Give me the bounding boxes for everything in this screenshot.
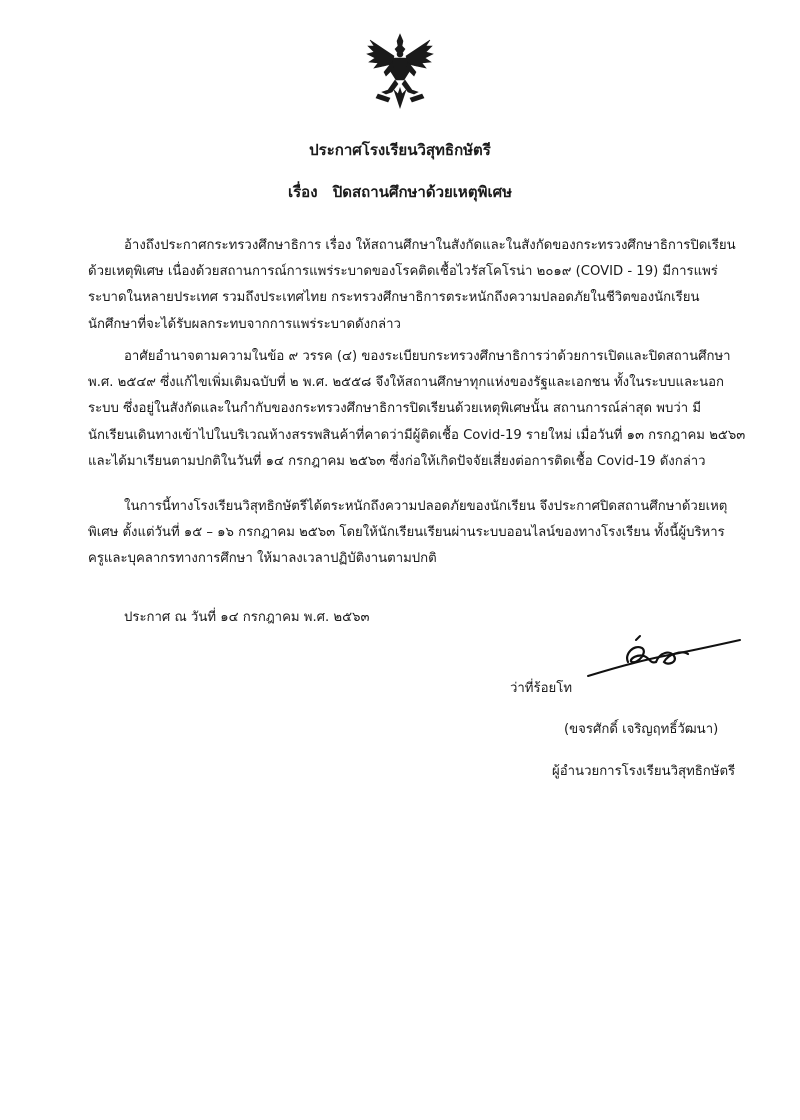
signer-rank: ว่าที่ร้อยโท xyxy=(510,681,573,696)
text-line: ครูและบุคลากรทางการศึกษา ให้มาลงเวลาปฏิบัติงานตามปกติ xyxy=(88,551,437,567)
announcement-subject xyxy=(0,180,800,204)
text-line: นักศึกษาที่จะได้รับผลกระทบจากการแพร่ระบาดดังกล่าว xyxy=(88,316,401,332)
announcement-title: ประกาศโรงเรียนวิสุทธิกษัตรี xyxy=(309,141,491,159)
text-line: และได้มาเรียนตามปกติในวันที่ ๑๔ กรกฎาคม ๒๕๖๓ ซึ่งก่อให้เกิดปัจจัยเสี่ยงต่อการติดเชื้อ Covid-19 ดังกล่าว xyxy=(88,453,706,469)
issued-date: ประกาศ ณ วันที่ ๑๔ กรกฎาคม พ.ศ. ๒๕๖๓ xyxy=(124,610,370,625)
text-line: ระบาดในหลายประเทศ รวมถึงประเทศไทย กระทรวงศึกษาธิการตระหนักถึงความปลอดภัยในชีวิตของนักเรียน xyxy=(88,290,700,306)
signature-icon xyxy=(584,632,744,682)
text-line: อาศัยอำนาจตามความในข้อ ๙ วรรค (๔) ของระเบียบกระทรวงศึกษาธิการว่าด้วยการเปิดและปิดสถานศึกษา xyxy=(124,349,731,364)
garuda-emblem-icon xyxy=(364,32,436,110)
text-line: พิเศษ ตั้งแต่วันที่ ๑๕ – ๑๖ กรกฎาคม ๒๕๖๓ โดยให้นักเรียนเรียนผ่านระบบออนไลน์ของทางโรงเรียน ทั้งนี้ผู้บริหาร xyxy=(88,525,725,541)
subject-text: ปิดสถานศึกษาด้วยเหตุพิเศษ xyxy=(332,183,512,201)
signer-position: ผู้อำนวยการโรงเรียนวิสุทธิกษัตรี xyxy=(552,764,736,779)
text-line: ในการนี้ทางโรงเรียนวิสุทธิกษัตรีได้ตระหนักถึงความปลอดภัยของนักเรียน จึงประกาศปิดสถานศึกษาด้วยเหตุ xyxy=(124,499,728,514)
text-line: ระบบ ซึ่งอยู่ในสังกัดและในกำกับของกระทรวงศึกษาธิการปิดเรียนด้วยเหตุพิเศษนั้น สถานการณ์ล่าสุด พบว่า มี xyxy=(88,401,702,417)
text-line: นักเรียนเดินทางเข้าไปในบริเวณห้างสรรพสินค้าที่คาดว่ามีผู้ติดเชื้อ Covid-19 รายใหม่ เมื่อวันที่ ๑๓ กรกฎาคม ๒๕๖๓ xyxy=(88,427,746,443)
text-line: พ.ศ. ๒๕๔๙ ซึ่งแก้ไขเพิ่มเติมฉบับที่ ๒ พ.ศ. ๒๕๕๘ จึงให้สถานศึกษาทุกแห่งของรัฐและเอกชน ทั้งในระบบและนอก xyxy=(88,375,725,391)
paragraph-closure xyxy=(88,494,738,573)
signer-name: (ขจรศักดิ์ เจริญฤทธิ์วัฒนา) xyxy=(564,722,719,737)
paragraph-reference xyxy=(88,233,738,338)
subject-label: เรื่อง xyxy=(288,183,318,201)
text-line: อ้างถึงประกาศกระทรวงศึกษาธิการ เรื่อง ให้สถานศึกษาในสังกัดและในสังกัดของกระทรวงศึกษาธิการปิดเรียน xyxy=(124,238,736,253)
text-line: ด้วยเหตุพิเศษ เนื่องด้วยสถานการณ์การแพร่ระบาดของโรคติดเชื้อไวรัสโคโรน่า ๒๐๑๙ (COVID - 19) มีการแพร่ xyxy=(88,264,718,280)
paragraph-authority xyxy=(88,344,746,475)
